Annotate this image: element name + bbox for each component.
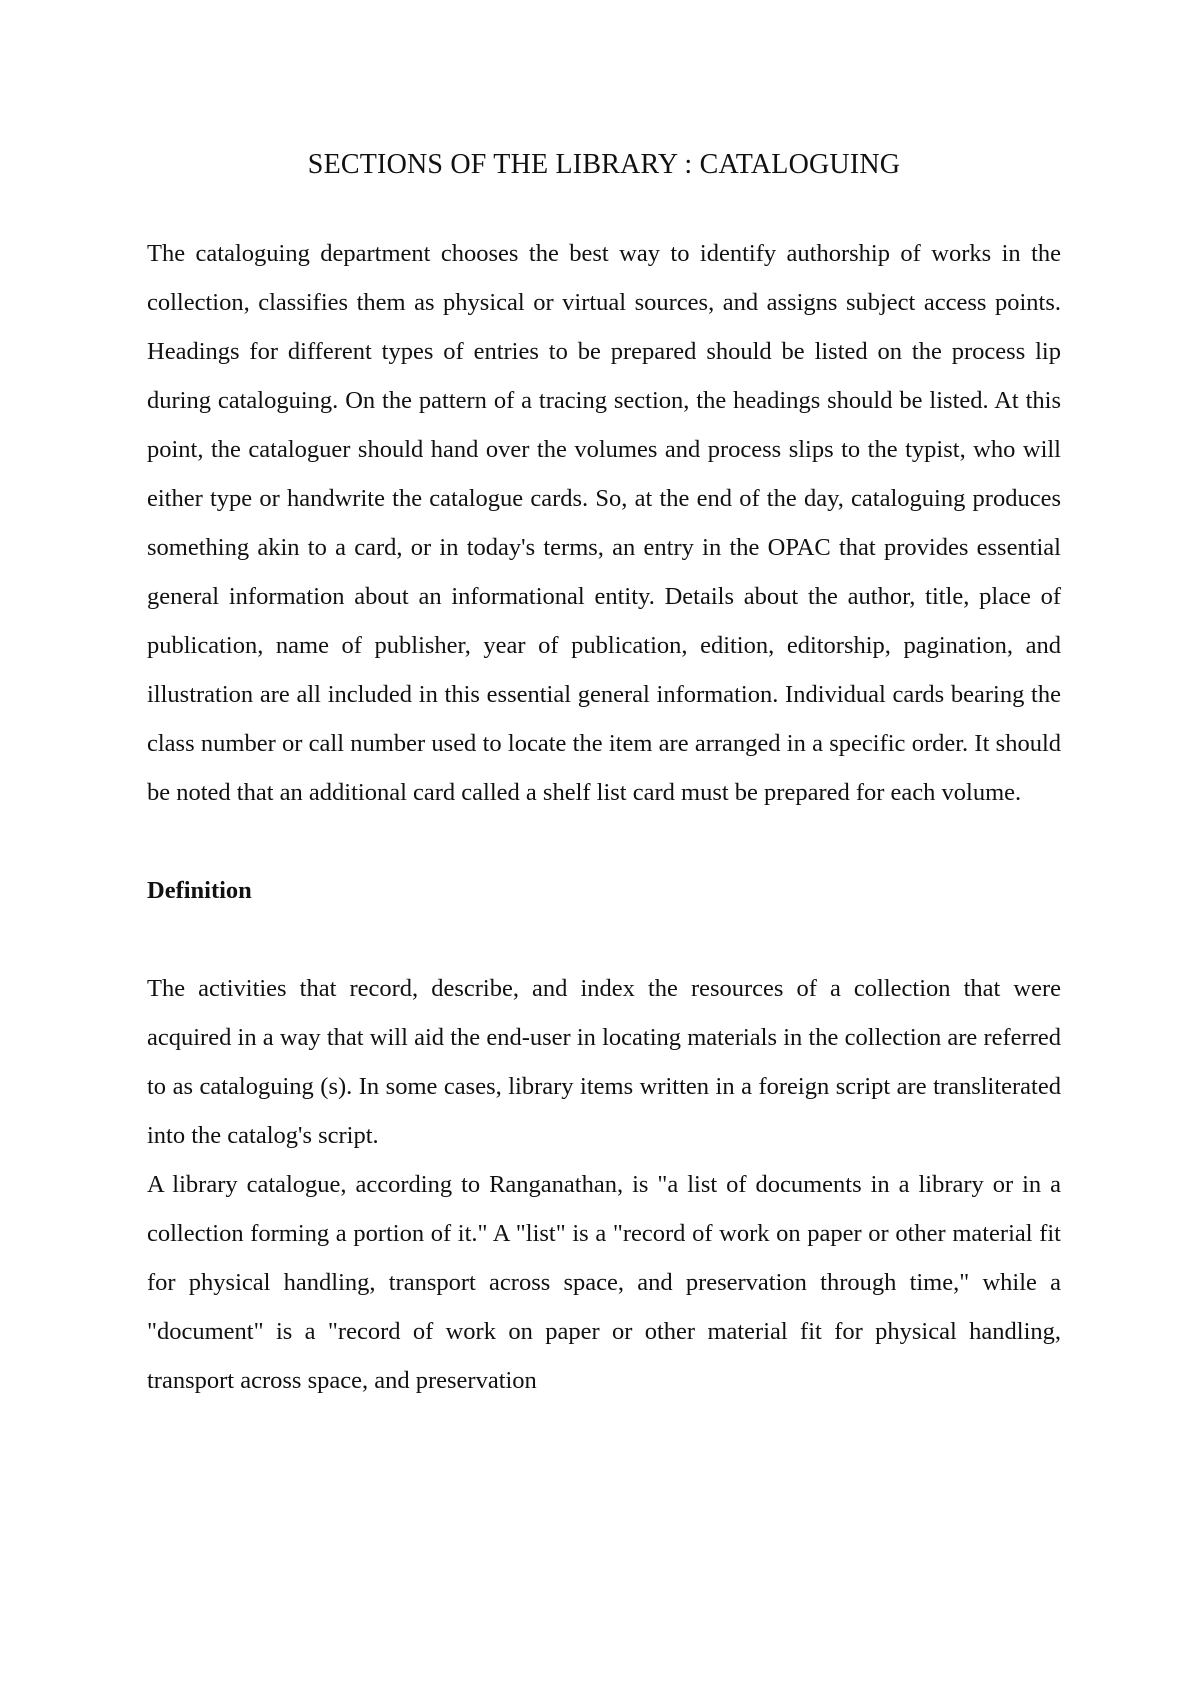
paragraph-definition: The activities that record, describe, and index the resources of a collection that were acquired in a way that will aid the end-user in locating materials in the collection are referred to as cataloguing (s). In some cases, library items written in a foreign script are transliterated into the catalog's script. bbox=[147, 975, 1061, 1149]
paragraph-ranganathan: A library catalogue, according to Ranganathan, is "a list of documents in a library or in a collection forming a portion of it." A "list" is a "record of work on paper or other material fit for physical handling, transport across space, and preservation through time," while a "document" is a "record of work on paper or other material fit for physical handling, transport across space, and preservation bbox=[147, 1171, 1061, 1394]
page-title: SECTIONS OF THE LIBRARY : CATALOGUING bbox=[307, 149, 901, 180]
section-heading-definition: Definition bbox=[147, 877, 252, 904]
document-body bbox=[147, 145, 1061, 1405]
paragraph-cataloguing-department: The cataloguing department chooses the best way to identify authorship of works in the collection, classifies them as physical or virtual sources, and assigns subject access points. Headings for different types of entries to be prepared should be listed on the process lip during cataloguing. On the pattern of a tracing section, the headings should be listed. At this point, the cataloguer should hand over the volumes and process slips to the typist, who will either type or handwrite the catalogue cards. So, at the end of the day, cataloguing produces something akin to a card, or in today's terms, an entry in the OPAC that provides essential general information about an informational entity. Details about the author, title, place of publication, name of publisher, year of publication, edition, editorship, pagination, and illustration are all included in this essential general information. Individual cards bearing the class number or call number used to locate the item are arranged in a specific order. It should be noted that an additional card called a shelf list card must be prepared for each volume. bbox=[147, 240, 1061, 806]
